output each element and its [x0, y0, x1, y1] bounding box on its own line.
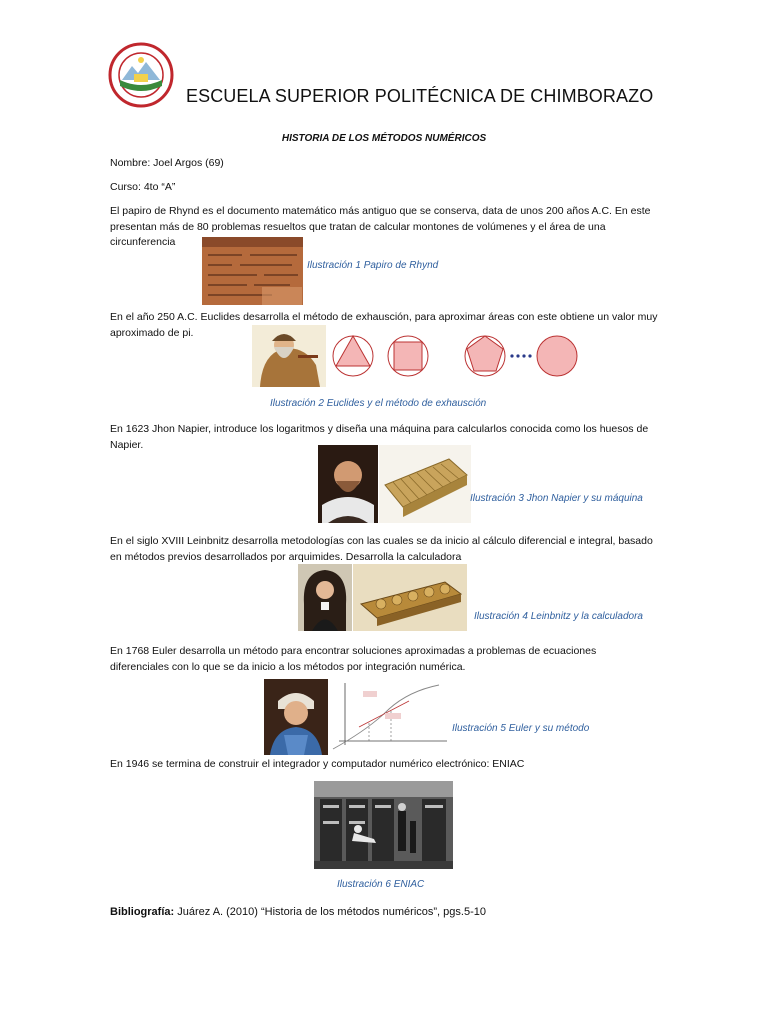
leibnitz-calculator-image — [353, 564, 467, 631]
paragraph-line: En el siglo XVIII Leinbnitz desarrolla metodologías con las cuales se da inicio al cálculo diferencial e integral, basado — [110, 535, 653, 547]
paragraph-line: El papiro de Rhynd es el documento matemático más antiguo que se conserva, data de unos 200 años A.C. En este — [110, 205, 651, 217]
caption-eniac: Ilustración 6 ENIAC — [337, 879, 425, 890]
euclides-portrait-image — [252, 325, 326, 387]
euler-portrait-image — [264, 679, 328, 755]
caption-leibnitz: Ilustración 4 Leinbnitz y la calculadora — [474, 611, 643, 622]
paragraph-line: circunferencia — [110, 236, 176, 248]
paragraph-eniac: En 1946 se termina de construir el integrador y computador numérico electrónico: ENIAC — [110, 758, 525, 770]
bibliography-label: Bibliografía: — [110, 906, 175, 918]
paragraph-leibnitz — [110, 534, 670, 565]
paragraph-line: en métodos previos desarrollados por arquimides. Desarrolla la calculadora — [110, 550, 462, 563]
napier-bones-image — [379, 445, 471, 523]
caption-napier: Ilustración 3 Jhon Napier y su máquina — [470, 493, 643, 504]
paragraph-line: En 1768 Euler desarrolla un método para encontrar soluciones aproximadas a problemas de ecuaciones — [110, 645, 597, 657]
leibnitz-portrait-image — [298, 564, 352, 631]
caption-euclides: Ilustración 2 Euclides y el método de exhausción — [270, 398, 487, 409]
paragraph-line: En el año 250 A.C. Euclides desarrolla el método de exhausción, para aproximar áreas con este obtiene un valor muy — [110, 311, 658, 323]
school-seal-logo — [108, 42, 174, 108]
bibliography — [110, 906, 486, 918]
euler-method-graph-image — [329, 679, 449, 755]
exhaustion-method-image — [328, 325, 580, 387]
paragraph-euler — [110, 644, 670, 675]
document-title: HISTORIA DE LOS MÉTODOS NUMÉRICOS — [281, 133, 487, 144]
caption-euler: Ilustración 5 Euler y su método — [452, 723, 590, 734]
paragraph-line: presentan más de 80 problemas resueltos que tratan de calcular montones de volúmenes y el área de una — [110, 220, 606, 233]
paragraph-line: diferenciales con lo que se da inicio a los métodos por integración numérica. — [110, 660, 466, 673]
school-name: ESCUELA SUPERIOR POLITÉCNICA DE CHIMBORAZO — [186, 86, 654, 106]
course-line: Curso: 4to “A” — [110, 181, 176, 193]
napier-portrait-image — [318, 445, 378, 523]
paragraph-line: En 1623 Jhon Napier, introduce los logaritmos y diseña una máquina para calcularlos conocida como los huesos de — [110, 423, 649, 435]
student-name: Nombre: Joel Argos (69) — [110, 157, 224, 169]
bibliography-text: Juárez A. (2010) “Historia de los métodos numéricos”, pgs.5-10 — [174, 906, 486, 918]
paragraph-line: aproximado de pi. — [110, 326, 194, 339]
paragraph-rhynd — [110, 204, 670, 251]
rhynd-papyrus-image — [202, 237, 303, 305]
eniac-photo-image — [314, 781, 453, 869]
paragraph-line: Napier. — [110, 438, 144, 451]
caption-rhynd: Ilustración 1 Papiro de Rhynd — [307, 260, 439, 271]
